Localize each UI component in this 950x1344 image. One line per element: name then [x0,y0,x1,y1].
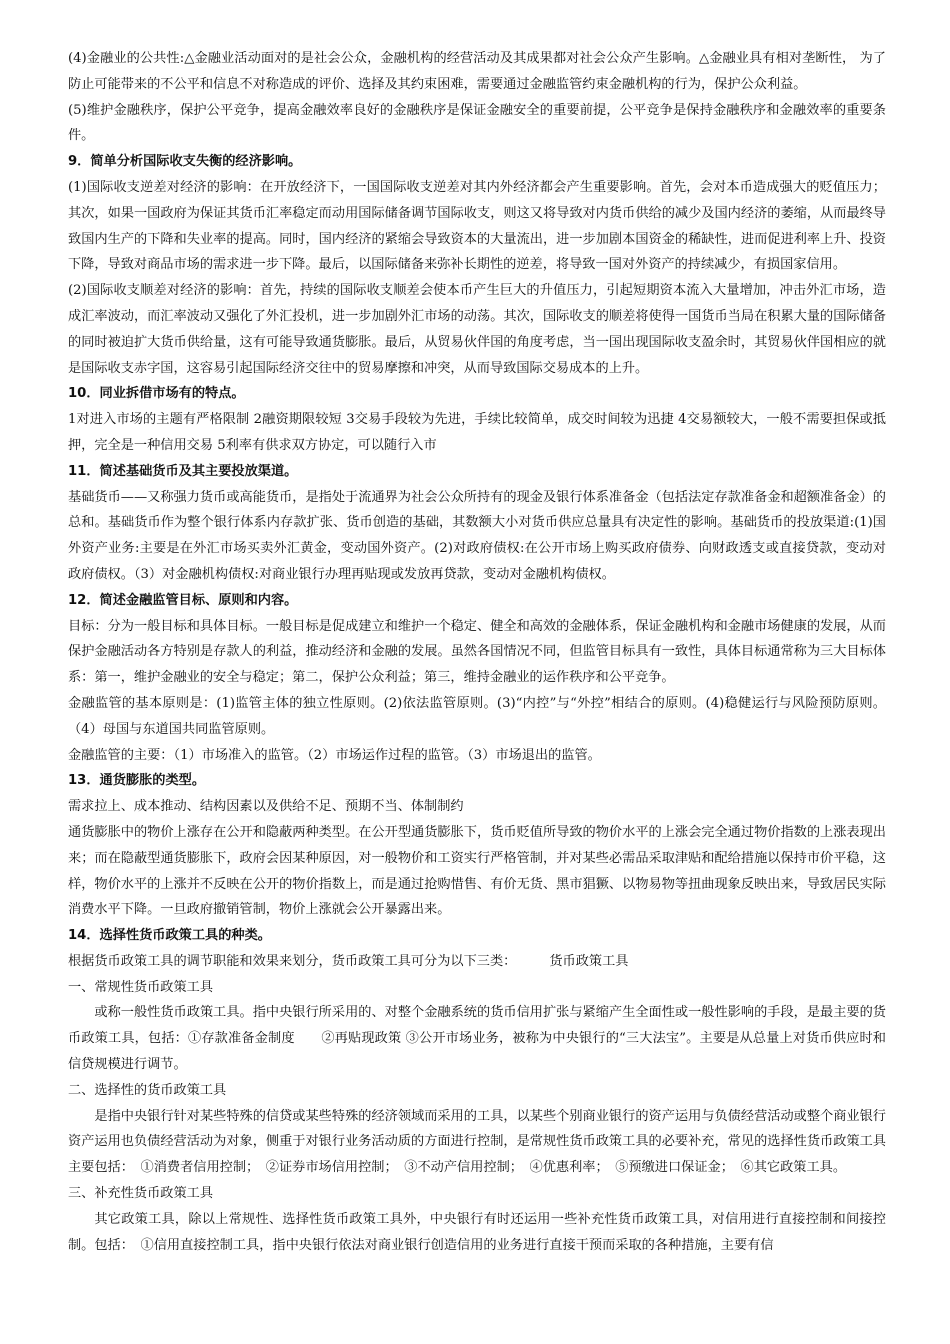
paragraph: (1)国际收支逆差对经济的影响：在开放经济下，一国国际收支逆差对其内外经济都会产生重要影响。首先，会对本币造成强大的贬值压力；其次，如果一国政府为保证其货币汇率稳定而动用国际储备调节国际收支，则这又将导致对内货币供给的减少及国内经济的萎缩，从而最终导致国内生产的下降和失业率的提高。同时，国内经济的紧缩会导致资本的大量流出，进一步加剧本国资金的稀缺性，进而促进利率上升、投资下降，导致对商品市场的需求进一步下降。最后，以国际储备来弥补长期性的逆差，将导致一国对外资产的持续减少，有损国家信用。 [68,179,886,273]
question-heading: 10．同业拆借市场有的特点。 [68,386,245,402]
paragraph: 目标：分为一般目标和具体目标。一般目标是促成建立和维护一个稳定、健全和高效的金融体系，保证金融机构和金融市场健康的发展，从而保护金融活动各方特别是存款人的利益，推动经济和金融的发展。虽然各国情况不同，但监管目标具有一致性，具体目标通常称为三大目标体系：第一，维护金融业的安全与稳定；第二，保护公众利益；第三，维持金融业的运作秩序和公平竞争。 [68,618,886,686]
question-heading: 11．简述基础货币及其主要投放渠道。 [68,463,298,479]
question-heading: 9．简单分析国际收支失衡的经济影响。 [68,154,302,170]
document-page [68,46,886,1258]
question-heading: 12．简述金融监管目标、原则和内容。 [68,592,298,608]
paragraph: (4)金融业的公共性:△金融业活动面对的是社会公众，金融机构的经营活动及其成果都对社会公众产生影响。△金融业具有相对垄断性， 为了防止可能带来的不公平和信息不对称造成的评价、选择及其约束困难，需要通过金融监管约束金融机构的行为，保护公众利益。 [68,51,886,92]
paragraph: 1对进入市场的主题有严格限制 2融资期限较短 3交易手段较为先进，手续比较简单，成交时间较为迅捷 4交易额较大，一般不需要担保或抵押，完全是一种信用交易 5利率有供求双方协定，可以随行入市 [68,412,886,453]
paragraph: 是指中央银行针对某些特殊的信贷或某些特殊的经济领域而采用的工具，以某些个别商业银行的资产运用与负债经营活动或整个商业银行资产运用也负债经营活动为对象，侧重于对银行业务活动质的方面进行控制，是常规性货币政策工具的必要补充，常见的选择性货币政策工具主要包括： ①消费者信用控制； ②证券市场信用控制； ③不动产信用控制； ④优惠利率； ⑤预缴进口保证金； ⑥其它政策工具。 [68,1108,886,1176]
section-subheading: 一、常规性货币政策工具 [68,979,214,995]
question-heading: 14．选择性货币政策工具的种类。 [68,928,271,944]
paragraph: 其它政策工具，除以上常规性、选择性货币政策工具外，中央银行有时还运用一些补充性货币政策工具，对信用进行直接控制和间接控制。包括： ①信用直接控制工具，指中央银行依法对商业银行创造信用的业务进行直接干预而采取的各种措施，主要有信 [68,1211,886,1253]
section-subheading: 三、补充性货币政策工具 [68,1186,214,1202]
paragraph: 需求拉上、成本推动、结构因素以及供给不足、预期不当、体制制约 [68,799,464,815]
paragraph: (2)国际收支顺差对经济的影响：首先，持续的国际收支顺差会使本币产生巨大的升值压力，引起短期资本流入大量增加，冲击外汇市场，造成汇率波动，而汇率波动又强化了外汇投机，进一步加剧外汇市场的动荡。其次，国际收支的顺差将使得一国货币当局在积累大量的国际储备的同时被迫扩大货币供给量，这有可能导致通货膨胀。最后，从贸易伙伴国的角度考虑，当一国出现国际收支盈余时，其贸易伙伴国相应的就是国际收支赤字国，这容易引起国际经济交往中的贸易摩擦和冲突，从而导致国际交易成本的上升。 [68,283,886,376]
paragraph: 金融监管的主要：（1）市场准入的监管。（2）市场运作过程的监管。（3）市场退出的监管。 [68,747,601,763]
paragraph: 金融监管的基本原则是：(1)监管主体的独立性原则。(2)依法监管原则。(3)“内控”与“外控”相结合的原则。(4)稳健运行与风险预防原则。（4）母国与东道国共同监管原则。 [68,695,886,737]
paragraph: (5)维护金融秩序，保护公平竞争，提高金融效率良好的金融秩序是保证金融安全的重要前提，公平竞争是保持金融秩序和金融效率的重要条件。 [68,102,886,144]
paragraph: 或称一般性货币政策工具。指中央银行所采用的、对整个金融系统的货币信用扩张与紧缩产生全面性或一般性影响的手段，是最主要的货币政策工具，包括：①存款准备金制度 ②再贴现政策 ③公开市场业务，被称为中央银行的“三大法宝”。主要是从总量上对货币供应时和信贷规模进行调节。 [68,1005,886,1073]
question-heading: 13．通货膨胀的类型。 [68,773,206,789]
paragraph: 基础货币——又称强力货币或高能货币，是指处于流通界为社会公众所持有的现金及银行体系准备金（包括法定存款准备金和超额准备金）的总和。基础货币作为整个银行体系内存款扩张、货币创造的基础，其数额大小对货币供应总量具有决定性的影响。基础货币的投放渠道:(1)国外资产业务:主要是在外汇市场买卖外汇黄金，变动国外资产。(2)对政府债权:在公开市场上购买政府债券、向财政透支或直接贷款，变动对政府债权。（3）对金融机构债权:对商业银行办理再贴现或发放再贷款，变动对金融机构债权。 [68,489,886,582]
section-subheading: 二、选择性的货币政策工具 [68,1082,227,1098]
paragraph: 根据货币政策工具的调节职能和效果来划分，货币政策工具可分为以下三类： 货币政策工具 [68,953,629,969]
paragraph: 通货膨胀中的物价上涨存在公开和隐蔽两种类型。在公开型通货膨胀下，货币贬值所导致的物价水平的上涨会完全通过物价指数的上涨表现出来；而在隐蔽型通货膨胀下，政府会因某种原因，对一般物价和工资实行严格管制，并对某些必需品采取津贴和配给措施以保持市价平稳，这样，物价水平的上涨并不反映在公开的物价指数上，而是通过抢购惜售、有价无货、黑市猖獗、以物易物等扭曲现象反映出来，导致居民实际消费水平下降。一旦政府撤销管制，物价上涨就会公开暴露出来。 [68,824,886,918]
